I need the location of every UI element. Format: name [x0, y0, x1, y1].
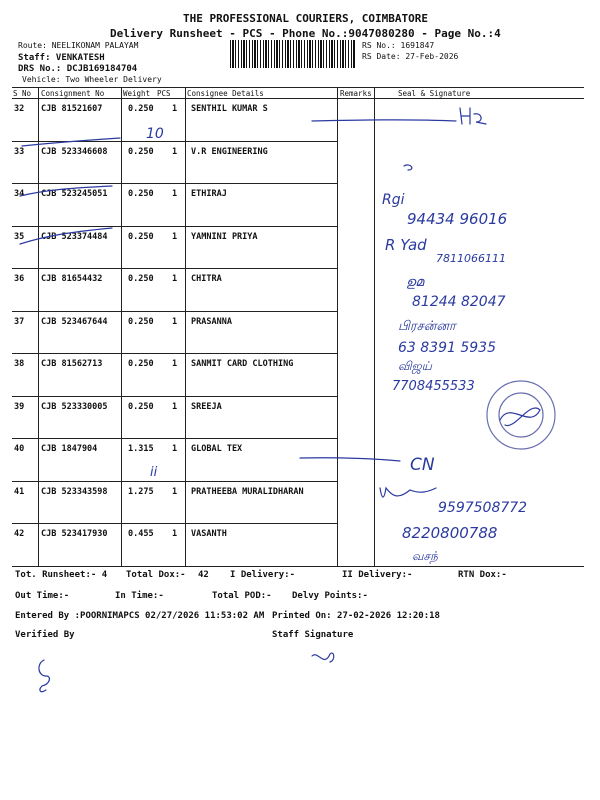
handwritten-note: ii [150, 465, 158, 480]
col-header-consignment: Consignment No [41, 89, 105, 98]
row-divider [12, 396, 337, 397]
row-consignee: SREEJA [191, 401, 222, 412]
vehicle-label: Vehicle: Two Wheeler Delivery [22, 75, 162, 84]
row-consignment-no: CJB 523343598 [41, 486, 108, 497]
row-sno: 38 [14, 359, 25, 369]
handwritten-sig: R Yad [385, 236, 427, 254]
row-consignment-no: CJB 523467644 [41, 316, 108, 327]
row-consignee: GLOBAL TEX [191, 444, 243, 454]
company-title: THE PROFESSIONAL COURIERS, COIMBATORE [183, 12, 429, 25]
col-header-sno: S No [13, 89, 32, 98]
tot-runsheet: Tot. Runsheet:- 4 [15, 570, 108, 580]
row-divider [12, 353, 337, 354]
handwritten-sig: வசந் [412, 549, 438, 563]
row-weight: 1.315 [128, 444, 154, 454]
row-divider [12, 523, 337, 524]
total-dox-label: Total Dox:- [126, 570, 186, 580]
row-weight: 0.250 [128, 316, 154, 327]
row-divider [12, 226, 337, 227]
signature-hr [460, 108, 486, 124]
row-consignment-no: CJB 1847904 [41, 444, 98, 454]
row-weight: 0.250 [128, 189, 154, 199]
handwritten-phone: 9597508772 [438, 500, 528, 516]
row-consignment-no: CJB 523330005 [41, 401, 108, 412]
signature-mark [404, 165, 412, 170]
row-weight: 1.275 [128, 486, 154, 497]
handwritten-sig: CN [410, 455, 435, 475]
verified-by-label: Verified By [15, 630, 75, 640]
seal-scribble [500, 408, 540, 426]
row-pcs: 1 [172, 316, 178, 327]
handwritten-sig: பிரசன்னா [398, 319, 456, 334]
drs-label: DRS No.: DCJB169184704 [18, 64, 138, 74]
row-divider [12, 141, 337, 142]
seal-inner-circle [499, 393, 543, 437]
row-consignee: V.R ENGINEERING [191, 146, 268, 157]
route-label: Route: NEELIKONAM PALAYAM [18, 41, 139, 50]
row-pcs: 1 [172, 359, 178, 369]
seal-circle [487, 381, 555, 449]
row-sno: 37 [14, 316, 25, 327]
total-pod-label: Total POD:- [212, 591, 272, 601]
col-header-weight: Weight [123, 89, 151, 98]
row-sno: 32 [14, 104, 25, 114]
row-consignment-no: CJB 523374484 [41, 231, 108, 242]
signature-line [312, 120, 456, 121]
runsheet-subtitle: Delivery Runsheet - PCS - Phone No.:9047080280 - Page No.:4 [110, 27, 501, 40]
row-sno: 36 [14, 274, 25, 284]
row-sno: 41 [14, 486, 25, 497]
row-pcs: 1 [172, 189, 178, 199]
row-divider [12, 438, 337, 439]
row-pcs: 1 [172, 274, 178, 284]
row-pcs: 1 [172, 104, 178, 114]
ii-delivery-label: II Delivery:- [342, 570, 413, 580]
rtn-dox-label: RTN Dox:- [458, 570, 507, 580]
row-sno: 42 [14, 529, 25, 539]
table-header-border [12, 98, 584, 99]
verified-signature [39, 660, 50, 692]
strike-stroke [22, 138, 120, 146]
barcode-image [230, 40, 356, 68]
row-consignment-no: CJB 81654432 [41, 274, 103, 284]
col-divider [374, 87, 375, 566]
rs-no-label: RS No.: 1691847 [362, 41, 435, 50]
row-consignee: VASANTH [191, 529, 227, 539]
row-consignment-no: CJB 523245051 [41, 189, 108, 199]
staff-signature-label: Staff Signature [272, 630, 354, 640]
row-consignee: SANMIT CARD CLOTHING [191, 359, 294, 369]
handwritten-sig: Rgi [382, 192, 405, 208]
table-bottom-border [12, 566, 584, 567]
row-pcs: 1 [172, 401, 178, 412]
row-sno: 40 [14, 444, 25, 454]
in-time-label: In Time:- [115, 591, 164, 601]
col-header-pcs: PCS [157, 89, 171, 98]
out-time-label: Out Time:- [15, 591, 70, 601]
staff-signature-mark [312, 653, 334, 662]
delvy-points-label: Delvy Points:- [292, 591, 368, 601]
col-divider [121, 87, 122, 566]
row-weight: 0.250 [128, 359, 154, 369]
row-sno: 33 [14, 146, 25, 157]
row-pcs: 1 [172, 444, 178, 454]
row-pcs: 1 [172, 486, 178, 497]
row-consignee: SENTHIL KUMAR S [191, 104, 268, 114]
row-divider [12, 183, 337, 184]
signature-scribble [380, 488, 436, 497]
col-header-remarks: Remarks [340, 89, 372, 98]
row-pcs: 1 [172, 529, 178, 539]
handwritten-note: 10 [146, 126, 164, 142]
row-consignee: YAMNINI PRIYA [191, 231, 258, 242]
table-top-border [12, 87, 584, 88]
col-divider [38, 87, 39, 566]
col-header-consignee: Consignee Details [187, 89, 264, 98]
row-weight: 0.250 [128, 146, 154, 157]
row-consignment-no: CJB 523346608 [41, 146, 108, 157]
i-delivery-label: I Delivery:- [230, 570, 296, 580]
row-weight: 0.250 [128, 104, 154, 114]
row-consignee: PRATHEEBA MURALIDHARAN [191, 486, 304, 497]
row-weight: 0.250 [128, 231, 154, 242]
row-divider [12, 481, 337, 482]
row-divider [12, 268, 337, 269]
row-consignee: CHITRA [191, 274, 222, 284]
entered-by: Entered By :POORNIMAPCS 02/27/2026 11:53:02 AM [15, 611, 265, 621]
col-divider [337, 87, 338, 566]
col-header-signature: Seal & Signature [398, 89, 471, 98]
staff-label: Staff: VENKATESH [18, 53, 105, 63]
printed-on: Printed On: 27-02-2026 12:20:18 [272, 611, 440, 621]
row-consignment-no: CJB 523417930 [41, 529, 108, 539]
handwritten-phone: 63 8391 5935 [398, 340, 496, 356]
handwritten-phone: 7708455533 [392, 379, 475, 394]
total-dox-value: 42 [198, 570, 209, 580]
row-pcs: 1 [172, 231, 178, 242]
handwritten-phone: 8220800788 [402, 524, 498, 542]
handwritten-sig: விஜய் [398, 359, 432, 373]
handwritten-sig: ഉമ [406, 275, 424, 290]
row-weight: 0.250 [128, 274, 154, 284]
row-sno: 35 [14, 231, 25, 242]
handwritten-phone: 7811066111 [436, 252, 506, 265]
handwritten-phone: 94434 96016 [407, 210, 508, 228]
row-sno: 34 [14, 189, 25, 199]
row-sno: 39 [14, 401, 25, 412]
row-pcs: 1 [172, 146, 178, 157]
row-consignee: ETHIRAJ [191, 189, 227, 199]
row-consignee: PRASANNA [191, 316, 232, 327]
rs-date-label: RS Date: 27-Feb-2026 [362, 52, 459, 61]
signature-line [300, 458, 400, 461]
col-divider [185, 87, 186, 566]
row-consignment-no: CJB 81521607 [41, 104, 103, 114]
row-weight: 0.250 [128, 401, 154, 412]
row-consignment-no: CJB 81562713 [41, 359, 103, 369]
row-divider [12, 311, 337, 312]
handwritten-phone: 81244 82047 [412, 294, 506, 310]
row-weight: 0.455 [128, 529, 154, 539]
